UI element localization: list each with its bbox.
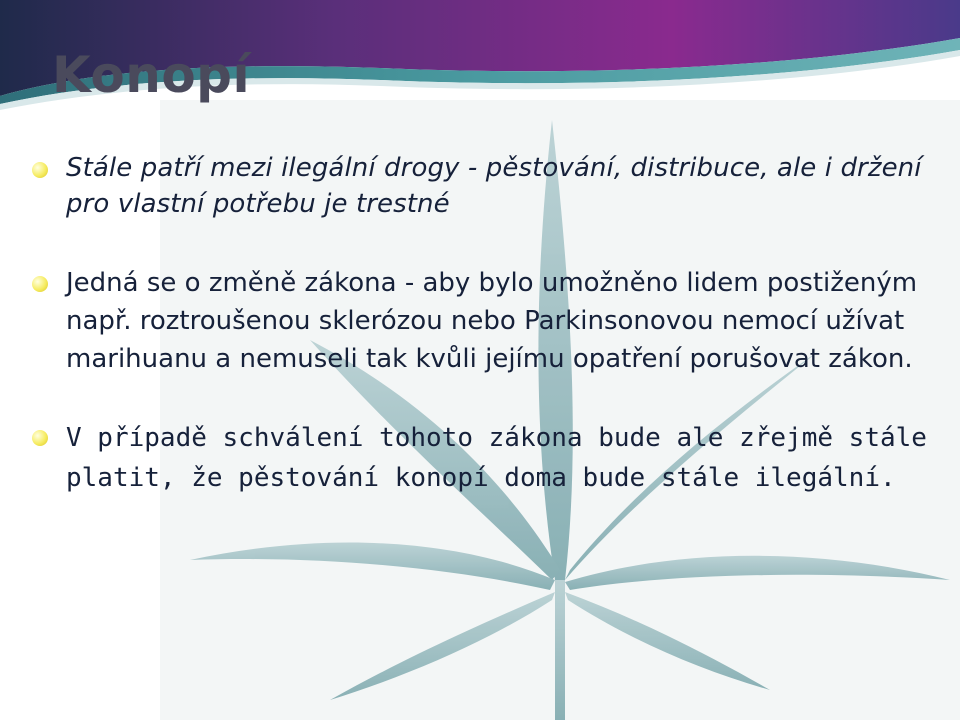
bullet-text-2: Jedná se o změně zákona - aby bylo umožněno lidem postiženým např. roztroušenou sklerózou nebo Parkinsonovou nemocí užívat marihuanu a nemuseli tak kvůli jejímu opatření porušovat zákon. [66,268,918,374]
slide-title: Konopí [52,46,251,104]
yellow-dot-icon [32,276,48,292]
bullet-text-3: V případě schválení tohoto zákona bude ale zřejmě stále platit, že pěstování konopí doma bude stále ilegální. [66,423,927,493]
bullet-item-3 [30,418,935,498]
bullet-list [30,150,935,540]
yellow-dot-icon [32,430,48,446]
yellow-dot-icon [32,162,48,178]
bullet-text-1: Stále patří mezi ilegální drogy - pěstování, distribuce, ale i držení pro vlastní potřebu je trestné [66,153,922,219]
bullet-item-1 [30,150,935,222]
bullet-item-2 [30,264,935,378]
